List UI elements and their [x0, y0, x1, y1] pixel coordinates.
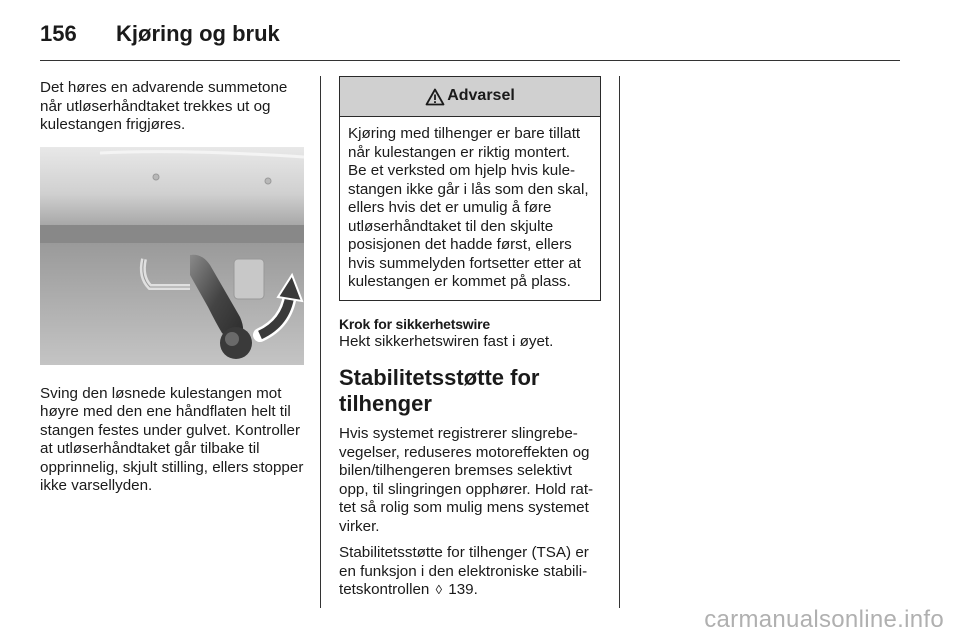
paragraph-tsa-text: Stabilitetsstøtte for tilhenger (TSA) er en funksjon i den elektroniske stabilitetskontrollen: [339, 544, 589, 598]
header-rule: [40, 60, 900, 61]
warning-title: Advarsel: [447, 87, 515, 105]
page-reference-icon: ◊: [435, 582, 443, 597]
warning-box: [339, 76, 601, 301]
watermark: carmanualsonline.info: [704, 606, 944, 633]
section-heading-trailer-stability: Stabilitetsstøtte for tilhenger: [339, 365, 540, 416]
paragraph-tsa: [339, 544, 603, 600]
column-left: [40, 79, 304, 496]
chapter-title: Kjøring og bruk: [116, 21, 280, 46]
paragraph-trailer-sway: Hvis systemet registrerer slingrebevegelser, reduseres motoreffekten og bilen/tilhengeren bremses selektivt opp, til slingringen opphører. Hold rattet så rolig som mulig mens systemet virker.: [339, 425, 594, 535]
warning-triangle-icon: [425, 88, 445, 106]
page-header: [40, 14, 280, 54]
warning-header: [340, 77, 600, 117]
paragraph-safety-wire: Hekt sikkerhetswiren fast i øyet.: [339, 332, 554, 350]
page-reference-link[interactable]: 139.: [448, 581, 478, 598]
column-middle: [339, 76, 603, 600]
subheading-safety-wire: Krok for sikkerhetswire: [339, 315, 491, 332]
column-divider-left: [320, 76, 321, 608]
paragraph-alarm: Det høres en advarende summetone når utløserhåndtaket trekkes ut og kulestangen frigjøres.: [40, 79, 288, 133]
page-number: 156: [40, 21, 77, 46]
warning-text: Kjøring med tilhenger er bare tillatt når kulestangen er riktig montert. Be et verksted om hjelp hvis kulestangen ikke går i lås som den skal, ellers hvis det er umulig å føre utløserhåndtaket til den skjulte posisjonen det hadde først, ellers hvis summelyden fortsetter etter at kulestangen er kommet på plass.: [348, 125, 589, 290]
paragraph-swing-tow-bar: Sving den løsnede kulestangen mot høyre med den ene håndflaten helt til stangen festes under gulvet. Kontroller at utløserhåndtaket går tilbake til opprinnelig, skjult stilling, ellers stopper ikke varsellyden.: [40, 384, 304, 494]
tow-bar-release-illustration: [40, 147, 304, 365]
column-divider-right: [619, 76, 620, 608]
